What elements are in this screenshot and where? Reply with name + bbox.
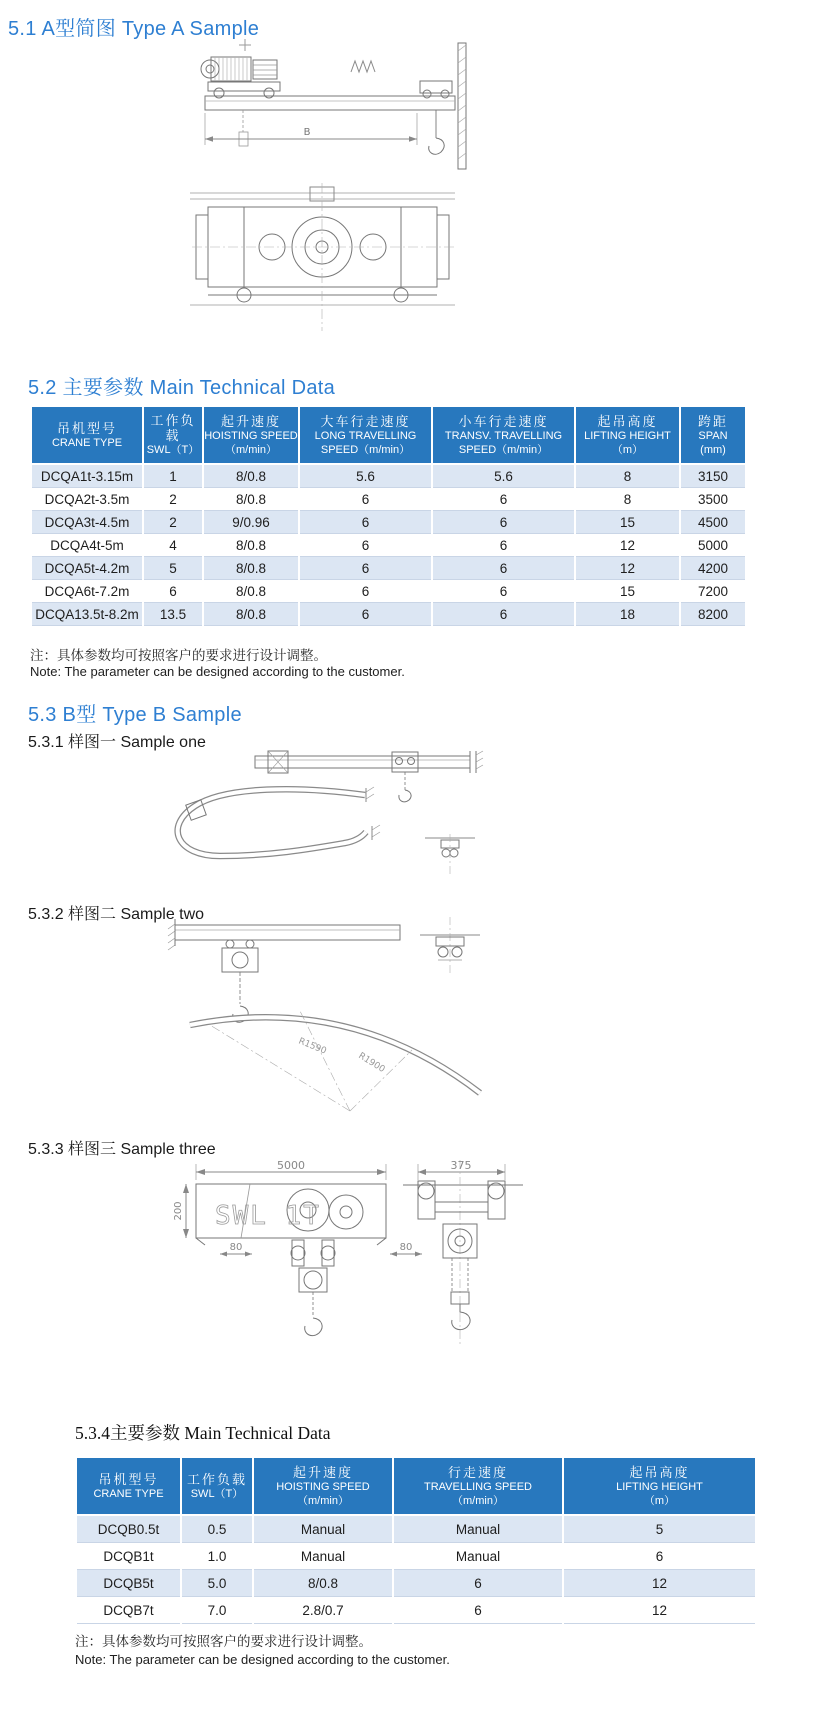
section-5-2-heading: 5.2 主要参数 Main Technical Data: [28, 377, 336, 399]
column-header-lifting-height: 起吊高度 LIFTING HEIGHT （m）: [563, 1457, 756, 1515]
table-cell: 8/0.8: [203, 464, 299, 488]
table-cell: 6: [299, 557, 432, 580]
table-cell: 2.8/0.7: [253, 1597, 393, 1624]
table-cell: 12: [563, 1570, 756, 1597]
table-cell: 6: [299, 488, 432, 511]
table-cell: DCQA1t-3.15m: [31, 464, 143, 488]
table-row: [76, 1515, 756, 1543]
table-cell: DCQB7t: [76, 1597, 181, 1624]
table-cell: DCQA5t-4.2m: [31, 557, 143, 580]
dimension-375-label: 375: [450, 1159, 472, 1172]
table-cell: 5.0: [181, 1570, 253, 1597]
table-b-note-en: Note: The parameter can be designed according to the customer.: [75, 1652, 450, 1667]
table-row: [76, 1543, 756, 1570]
column-header-crane-type: 吊机型号 CRANE TYPE: [76, 1457, 181, 1515]
table-row: [31, 603, 746, 626]
type-a-end-view-drawing: [180, 183, 465, 333]
table-cell: 8/0.8: [203, 534, 299, 557]
column-header-swl: 工作负载 SWL（T）: [181, 1457, 253, 1515]
table-cell: 8/0.8: [203, 488, 299, 511]
column-header-hoisting-speed: 起升速度 HOISTING SPEED （m/min）: [253, 1457, 393, 1515]
table-cell: 9/0.96: [203, 511, 299, 534]
table-b-note-zh: 注：具体参数均可按照客户的要求进行设计调整。: [75, 1634, 372, 1649]
table-cell: 8/0.8: [203, 580, 299, 603]
table-cell: DCQA2t-3.5m: [31, 488, 143, 511]
table-row: [76, 1570, 756, 1597]
type-a-data-table: [30, 405, 745, 626]
table-row: [31, 464, 746, 488]
table-cell: DCQB1t: [76, 1543, 181, 1570]
table-body: [76, 1515, 756, 1624]
table-cell: 13.5: [143, 603, 203, 626]
table-cell: 8/0.8: [253, 1570, 393, 1597]
column-header-lifting-height: 起吊高度 LIFTING HEIGHT （m）: [575, 406, 680, 464]
column-header-travelling-speed: 行走速度 TRAVELLING SPEED （m/min）: [393, 1457, 563, 1515]
dimension-80-right-label: 80: [399, 1242, 413, 1253]
column-header-span: 跨距 SPAN (mm): [680, 406, 746, 464]
table-cell: 2: [143, 511, 203, 534]
table-cell: 8: [575, 488, 680, 511]
table-cell: 6: [299, 511, 432, 534]
table-cell: 6: [563, 1543, 756, 1570]
table-cell: 4200: [680, 557, 746, 580]
table-body: [31, 464, 746, 626]
table-cell: 6: [393, 1570, 563, 1597]
table-cell: 5: [563, 1515, 756, 1543]
table-cell: DCQA13.5t-8.2m: [31, 603, 143, 626]
table-cell: Manual: [393, 1543, 563, 1570]
table-cell: 4500: [680, 511, 746, 534]
table-cell: 3500: [680, 488, 746, 511]
radius-r1900-label: R1900: [356, 1051, 387, 1076]
table-cell: 1: [143, 464, 203, 488]
column-header-hoisting-speed: 起升速度 HOISTING SPEED （m/min）: [203, 406, 299, 464]
table-cell: 15: [575, 580, 680, 603]
dimension-b-label: B: [303, 127, 311, 138]
swl-1t-stencil-label: SWL 1T: [215, 1201, 321, 1231]
section-5-3-4-heading: 5.3.4主要参数 Main Technical Data: [75, 1423, 331, 1443]
table-cell: DCQA6t-7.2m: [31, 580, 143, 603]
table-cell: 2: [143, 488, 203, 511]
table-cell: 12: [563, 1597, 756, 1624]
column-header-crane-type: 吊机型号 CRANE TYPE: [31, 406, 143, 464]
table-cell: 3150: [680, 464, 746, 488]
table-cell: 1.0: [181, 1543, 253, 1570]
table-cell: 5000: [680, 534, 746, 557]
table-cell: 5.6: [432, 464, 575, 488]
table-cell: 12: [575, 557, 680, 580]
table-cell: 8/0.8: [203, 603, 299, 626]
table-cell: DCQB0.5t: [76, 1515, 181, 1543]
table-row: [31, 488, 746, 511]
radius-r1590-label: R1590: [296, 1036, 328, 1057]
table-cell: Manual: [253, 1515, 393, 1543]
section-5-1-heading: 5.1 A型简图 Type A Sample: [8, 18, 260, 40]
column-header-transv-travelling: 小车行走速度 TRANSV. TRAVELLING SPEED（m/min）: [432, 406, 575, 464]
table-cell: 4: [143, 534, 203, 557]
section-5-3-heading: 5.3 B型 Type B Sample: [28, 704, 242, 726]
column-header-long-travelling: 大车行走速度 LONG TRAVELLING SPEED（m/min）: [299, 406, 432, 464]
table-header-row: [31, 406, 746, 464]
table-cell: 5: [143, 557, 203, 580]
dimension-5000-label: 5000: [277, 1159, 305, 1172]
table-cell: DCQA4t-5m: [31, 534, 143, 557]
table-cell: Manual: [253, 1543, 393, 1570]
dimension-200-label: 200: [173, 1201, 184, 1221]
type-a-side-view-drawing: [185, 35, 475, 180]
table-cell: 6: [143, 580, 203, 603]
table-row: [31, 534, 746, 557]
table-cell: 0.5: [181, 1515, 253, 1543]
table-cell: 8/0.8: [203, 557, 299, 580]
table-cell: 6: [299, 534, 432, 557]
table-row: [76, 1597, 756, 1624]
type-b-data-table: [75, 1456, 755, 1624]
column-header-swl: 工作负载 SWL（T）: [143, 406, 203, 464]
table-cell: 18: [575, 603, 680, 626]
sample-three-drawing: [165, 1158, 585, 1346]
table-cell: 6: [393, 1597, 563, 1624]
table-cell: 6: [432, 534, 575, 557]
sample-one-drawing: [150, 750, 510, 882]
dimension-80-left-label: 80: [229, 1242, 243, 1253]
table-cell: 5.6: [299, 464, 432, 488]
table-cell: 8200: [680, 603, 746, 626]
table-cell: 6: [299, 580, 432, 603]
table-cell: 6: [432, 511, 575, 534]
section-5-3-2-heading: 5.3.2 样图二 Sample two: [28, 906, 205, 923]
table-cell: Manual: [393, 1515, 563, 1543]
sample-two-drawing: [150, 915, 510, 1120]
table-row: [31, 557, 746, 580]
table-a-note-zh: 注：具体参数均可按照客户的要求进行设计调整。: [30, 648, 327, 663]
table-cell: 7200: [680, 580, 746, 603]
section-5-3-3-heading: 5.3.3 样图三 Sample three: [28, 1141, 216, 1158]
section-5-3-1-heading: 5.3.1 样图一 Sample one: [28, 734, 206, 751]
table-row: [31, 580, 746, 603]
table-cell: 6: [299, 603, 432, 626]
table-a-note-en: Note: The parameter can be designed according to the customer.: [30, 664, 405, 679]
table-cell: DCQA3t-4.5m: [31, 511, 143, 534]
table-cell: 8: [575, 464, 680, 488]
table-cell: 15: [575, 511, 680, 534]
table-cell: 12: [575, 534, 680, 557]
table-header-row: [76, 1457, 756, 1515]
table-cell: 6: [432, 488, 575, 511]
table-row: [31, 511, 746, 534]
table-cell: 6: [432, 557, 575, 580]
table-cell: 6: [432, 580, 575, 603]
table-cell: 7.0: [181, 1597, 253, 1624]
table-cell: 6: [432, 603, 575, 626]
table-cell: DCQB5t: [76, 1570, 181, 1597]
